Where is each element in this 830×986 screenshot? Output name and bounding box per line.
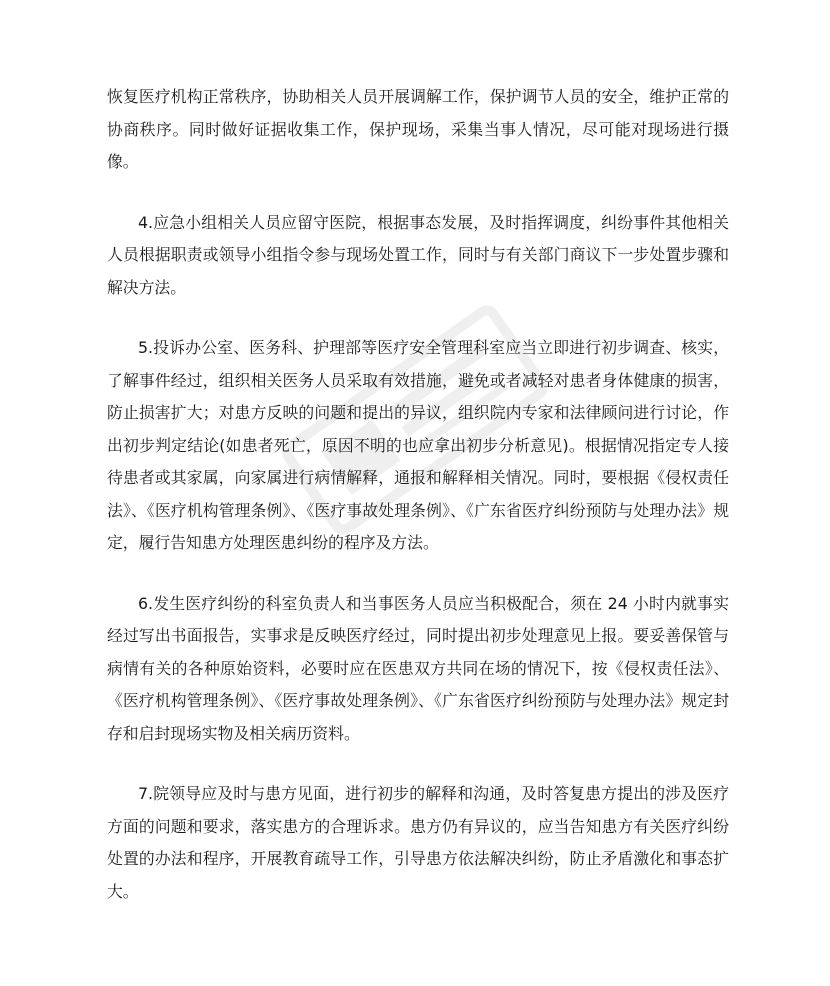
paragraph-item-6: 6.发生医疗纠纷的科室负责人和当事医务人员应当积极配合，须在 24 小时内就事实经过写出书面报告，实事求是反映医疗经过，同时提出初步处理意见上报。要妥善保管与病情有关的各种原始资料，必要时应在医患双方共同在场的情况下，按《侵权责任法》、《医疗机构管理条例》、《医疗事故处理条例》、《广东省医疗纠纷预防与处理办法》规定封存和启封现场实物及相关病历资料。: [107, 593, 729, 743]
paragraph-item-4: 4.应急小组相关人员应留守医院，根据事态发展，及时指挥调度，纠纷事件其他相关人员根据职责或领导小组指令参与现场处置工作，同时与有关部门商议下一步处置步骤和解决方法。: [107, 212, 729, 297]
paragraph-item-5: 5.投诉办公室、医务科、护理部等医疗安全管理科室应当立即进行初步调查、核实，了解事件经过，组织相关医务人员采取有效措施，避免或者减轻对患者身体健康的损害，防止损害扩大；对患方反映的问题和提出的异议，组织院内专家和法律顾问进行讨论，作出初步判定结论(如患者死亡，原因不明的也应拿出初步分析意见)。根据情况指定专人接待患者或其家属，向家属进行病情解释，通报和解释相关情况。同时，要根据《侵权责任法》、《医疗机构管理条例》、《医疗事故处理条例》、《广东省医疗纠纷预防与处理办法》规定，履行告知患方处理医患纠纷的程序及方法。: [107, 338, 729, 552]
document-body: [107, 81, 729, 908]
paragraph-item-7: 7.院领导应及时与患方见面，进行初步的解释和沟通，及时答复患方提出的涉及医疗方面的问题和要求，落实患方的合理诉求。患方仍有异议的，应当告知患方有关医疗纠纷处置的办法和程序，开展教育疏导工作，引导患方依法解决纠纷，防止矛盾激化和事态扩大。: [107, 784, 729, 901]
paragraph-continuation: 恢复医疗机构正常秩序，协助相关人员开展调解工作，保护调节人员的安全，维护正常的协商秩序。同时做好证据收集工作，保护现场，采集当事人情况，尽可能对现场进行摄像。: [107, 87, 729, 171]
